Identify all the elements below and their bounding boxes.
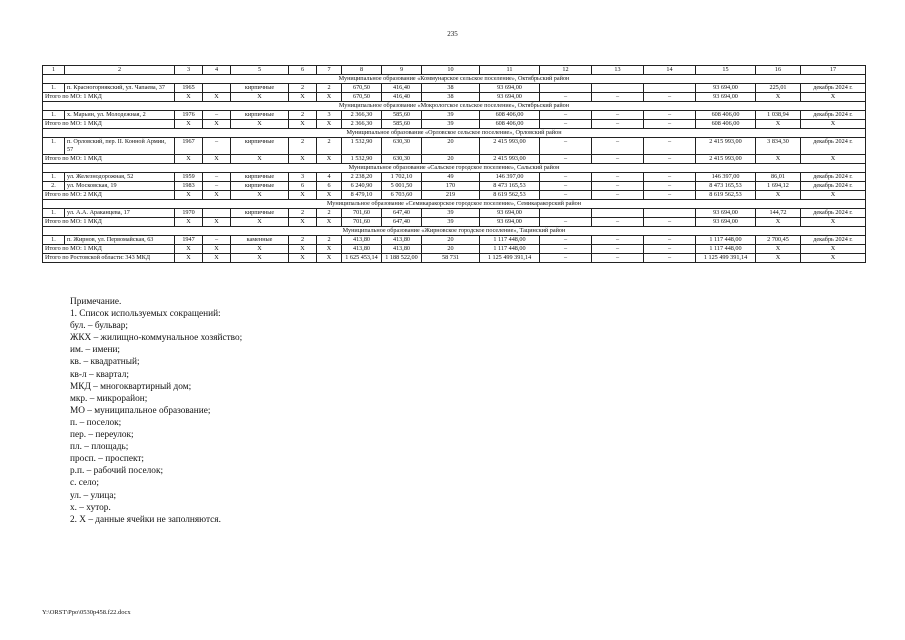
table-cell: 1959 [175, 173, 203, 182]
municipality-group-row [43, 102, 866, 111]
subtotal-label: Итого по МО: 2 МКД [43, 191, 175, 200]
table-cell: 5 001,50 [382, 182, 422, 191]
table-cell: – [592, 191, 644, 200]
table-cell: 39 [422, 209, 480, 218]
table-cell: 585,60 [382, 120, 422, 129]
table-cell: 585,60 [382, 111, 422, 120]
table-header-row [43, 66, 866, 75]
note-line: бул. – бульвар; [70, 321, 128, 332]
table-cell: Х [801, 120, 866, 129]
table-cell: – [203, 182, 231, 191]
municipality-name: Муниципальное образование «Орловское сельское поселение», Орловский район [43, 129, 866, 138]
note-line: МО – муниципальное образование; [70, 405, 211, 416]
table-cell: 2 415 993,00 [696, 138, 756, 155]
address-cell: ул. Московская, 19 [65, 182, 175, 191]
table-cell: Х [175, 93, 203, 102]
table-cell: 1. [43, 236, 65, 245]
table-cell: Х [756, 254, 801, 263]
table-cell: – [540, 254, 592, 263]
table-cell: 1 694,12 [756, 182, 801, 191]
table-cell: Х [231, 155, 289, 164]
table-cell: 2 415 993,00 [480, 138, 540, 155]
table-cell: 701,60 [342, 218, 382, 227]
subtotal-row [43, 155, 866, 164]
table-cell: 1 117 448,00 [480, 245, 540, 254]
table-cell: – [592, 236, 644, 245]
table-cell: Х [203, 120, 231, 129]
table-cell: кирпичные [231, 209, 289, 218]
table-cell [540, 84, 592, 93]
table-cell: 647,40 [382, 209, 422, 218]
table-cell: Х [801, 245, 866, 254]
table-cell: Х [801, 191, 866, 200]
table-cell: 2 [317, 236, 342, 245]
subtotal-row [43, 218, 866, 227]
table-cell: 2 [317, 209, 342, 218]
note-line: МКД – многоквартирный дом; [70, 381, 192, 392]
column-number-header: 17 [801, 66, 866, 75]
table-cell: 3 [317, 111, 342, 120]
table-cell: 225,01 [756, 84, 801, 93]
table-cell: 2 415 993,00 [696, 155, 756, 164]
table-cell: 38 [422, 84, 480, 93]
table-cell: 2 [289, 84, 317, 93]
table-cell: декабрь 2024 г. [801, 236, 866, 245]
table-cell: – [540, 182, 592, 191]
table-cell: 144,72 [756, 209, 801, 218]
table-cell: 416,40 [382, 93, 422, 102]
note-line: 2. Х – данные ячейки не заполняются. [70, 514, 221, 525]
table-cell: – [592, 111, 644, 120]
note-line: 1. Список используемых сокращений: [70, 309, 221, 320]
table-cell: 2 [317, 84, 342, 93]
table-cell: 1983 [175, 182, 203, 191]
notes-section [70, 296, 242, 526]
table-cell: Х [756, 191, 801, 200]
table-cell: 1 117 448,00 [480, 236, 540, 245]
table-cell: 608 406,00 [696, 111, 756, 120]
table-cell: Х [203, 155, 231, 164]
table-cell: 219 [422, 191, 480, 200]
table-cell: – [592, 218, 644, 227]
table-cell: 1. [43, 209, 65, 218]
capital-repair-table [42, 65, 866, 263]
subtotal-row [43, 93, 866, 102]
table-cell: – [540, 120, 592, 129]
table-cell: – [592, 93, 644, 102]
table-cell: Х [317, 191, 342, 200]
note-line: ЖКХ – жилищно-коммунальное хозяйство; [70, 333, 243, 344]
table-cell [540, 209, 592, 218]
table-cell: 49 [422, 173, 480, 182]
table-cell: 1 532,90 [342, 138, 382, 155]
table-cell: 93 694,00 [696, 209, 756, 218]
table-cell: Х [175, 155, 203, 164]
address-cell: п. Жирнов, ул. Первомайская, 63 [65, 236, 175, 245]
table-cell: 2 366,30 [342, 120, 382, 129]
table-cell: 630,30 [382, 155, 422, 164]
column-number-header: 16 [756, 66, 801, 75]
table-cell: кирпичные [231, 182, 289, 191]
table-cell: 170 [422, 182, 480, 191]
table-cell: Х [231, 254, 289, 263]
table-cell: – [644, 93, 696, 102]
table-cell: каменные [231, 236, 289, 245]
table-cell: декабрь 2024 г. [801, 209, 866, 218]
municipality-name: Муниципальное образование «Семикаракорское городское поселение», Семикаракорский район [43, 200, 866, 209]
table-cell [644, 209, 696, 218]
table-cell: кирпичные [231, 111, 289, 120]
municipality-group-row [43, 164, 866, 173]
table-cell: Х [231, 191, 289, 200]
table-cell: Х [317, 93, 342, 102]
table-cell: Х [801, 218, 866, 227]
table-cell: 2 [289, 111, 317, 120]
column-number-header: 3 [175, 66, 203, 75]
table-cell: 1 125 499 391,14 [696, 254, 756, 263]
table-row [43, 209, 866, 218]
table-cell: – [540, 93, 592, 102]
table-cell: декабрь 2024 г. [801, 111, 866, 120]
table-cell: – [592, 254, 644, 263]
table-cell: 2 [289, 209, 317, 218]
table-cell: 413,80 [342, 245, 382, 254]
table-cell: 1 188 522,00 [382, 254, 422, 263]
table-row [43, 84, 866, 93]
table-cell: 3 [289, 173, 317, 182]
footer-file-path: Y:\ORST\Ppo\0530p458.f22.docx [42, 609, 131, 616]
table-cell: 6 703,60 [382, 191, 422, 200]
table-cell: Х [756, 93, 801, 102]
note-line: с. село; [70, 478, 100, 489]
table-cell: 416,40 [382, 84, 422, 93]
column-number-header: 9 [382, 66, 422, 75]
table-cell: 2 [289, 236, 317, 245]
table-cell: – [203, 111, 231, 120]
table-cell: 93 694,00 [696, 93, 756, 102]
municipality-group-row [43, 129, 866, 138]
table-cell: Х [203, 191, 231, 200]
table-cell: кирпичные [231, 138, 289, 155]
subtotal-label: Итого по МО: 1 МКД [43, 120, 175, 129]
subtotal-row [43, 120, 866, 129]
table-cell: 4 [317, 173, 342, 182]
column-number-header: 12 [540, 66, 592, 75]
table-cell [203, 209, 231, 218]
table-cell: Х [756, 155, 801, 164]
table-cell: – [540, 155, 592, 164]
table-cell: Х [801, 254, 866, 263]
table-cell: 2 700,45 [756, 236, 801, 245]
table-row [43, 138, 866, 155]
table-cell: 647,40 [382, 218, 422, 227]
table-cell: 8 619 562,53 [696, 191, 756, 200]
subtotal-row [43, 245, 866, 254]
table-cell: декабрь 2024 г. [801, 84, 866, 93]
table-cell: 20 [422, 245, 480, 254]
table-cell: 1. [43, 84, 65, 93]
table-cell: 413,80 [382, 245, 422, 254]
table-cell: Х [317, 254, 342, 263]
subtotal-row [43, 191, 866, 200]
table-cell: 608 406,00 [480, 111, 540, 120]
municipality-name: Муниципальное образование «Сальское городское поселение», Сальский район [43, 164, 866, 173]
table-cell: – [644, 245, 696, 254]
table-cell: декабрь 2024 г. [801, 138, 866, 155]
municipality-group-row [43, 227, 866, 236]
table-cell: Х [756, 120, 801, 129]
column-number-header: 10 [422, 66, 480, 75]
table-cell: 146 397,00 [696, 173, 756, 182]
table-cell: 39 [422, 120, 480, 129]
column-number-header: 4 [203, 66, 231, 75]
table-cell: 2 238,20 [342, 173, 382, 182]
note-line: Примечание. [70, 297, 122, 307]
table-cell: 1 117 448,00 [696, 245, 756, 254]
table-cell: Х [231, 245, 289, 254]
table-cell [592, 84, 644, 93]
table-cell: Х [203, 245, 231, 254]
table-cell: – [592, 245, 644, 254]
table-cell: 1 702,10 [382, 173, 422, 182]
table-row [43, 182, 866, 191]
table-cell: 93 694,00 [696, 84, 756, 93]
table-cell: 701,60 [342, 209, 382, 218]
table-cell [592, 209, 644, 218]
table-cell: кирпичные [231, 173, 289, 182]
table-cell: 1. [43, 138, 65, 155]
table-body [43, 66, 866, 263]
address-cell: ул. Железнодорожная, 52 [65, 173, 175, 182]
table-cell: Х [289, 155, 317, 164]
column-number-header: 2 [65, 66, 175, 75]
municipality-name: Муниципальное образование «Жирновское городское поселение», Тацинский район [43, 227, 866, 236]
table-cell: 6 240,90 [342, 182, 382, 191]
table-cell: – [203, 236, 231, 245]
table-cell: 93 694,00 [696, 218, 756, 227]
table-cell: – [644, 191, 696, 200]
note-line: ул. – улица; [70, 490, 117, 501]
table-cell: – [592, 173, 644, 182]
table-cell: Х [175, 245, 203, 254]
table-cell: – [540, 173, 592, 182]
table-cell: кирпичные [231, 84, 289, 93]
table-cell [203, 84, 231, 93]
table-cell: 38 [422, 93, 480, 102]
table-cell: 93 694,00 [480, 93, 540, 102]
table-cell: 608 406,00 [480, 120, 540, 129]
table-cell: Х [231, 120, 289, 129]
table-cell: 1 625 453,14 [342, 254, 382, 263]
table-cell: Х [317, 245, 342, 254]
table-cell: – [592, 182, 644, 191]
table-cell: – [203, 138, 231, 155]
table-cell: 670,50 [342, 84, 382, 93]
municipality-group-row [43, 200, 866, 209]
table-cell: 1965 [175, 84, 203, 93]
municipality-name: Муниципальное образование «Коммунарское сельское поселение», Октябрьский район [43, 75, 866, 84]
table-cell: Х [175, 120, 203, 129]
table-row [43, 236, 866, 245]
subtotal-label: Итого по МО: 1 МКД [43, 245, 175, 254]
table-cell: 2 366,30 [342, 111, 382, 120]
table-cell: 39 [422, 111, 480, 120]
note-line: им. – имени; [70, 345, 120, 356]
column-number-header: 6 [289, 66, 317, 75]
table-cell: Х [203, 218, 231, 227]
column-number-header: 1 [43, 66, 65, 75]
table-cell: Х [231, 218, 289, 227]
table-cell: 413,80 [382, 236, 422, 245]
table-cell: 93 694,00 [480, 218, 540, 227]
note-line: р.п. – рабочий поселок; [70, 466, 164, 477]
table-cell: – [540, 236, 592, 245]
table-cell: 3 834,30 [756, 138, 801, 155]
table-cell: Х [289, 120, 317, 129]
table-cell: Х [317, 218, 342, 227]
subtotal-label: Итого по МО: 1 МКД [43, 155, 175, 164]
table-cell: Х [175, 254, 203, 263]
table-cell: – [644, 236, 696, 245]
table-cell: 413,80 [342, 236, 382, 245]
table-cell: – [644, 218, 696, 227]
table-cell: – [540, 191, 592, 200]
table-cell: Х [203, 254, 231, 263]
subtotal-label: Итого по Ростовской области: 343 МКД [43, 254, 175, 263]
table-cell: Х [175, 191, 203, 200]
table-cell: Х [203, 93, 231, 102]
table-cell: – [644, 254, 696, 263]
page-number: 235 [447, 30, 458, 38]
municipality-name: Муниципальное образование «Мокрологское сельское поселение», Октябрьский район [43, 102, 866, 111]
table-cell: – [644, 138, 696, 155]
table-cell: 1967 [175, 138, 203, 155]
column-number-header: 5 [231, 66, 289, 75]
table-cell: 93 694,00 [480, 209, 540, 218]
table-cell: 93 694,00 [480, 84, 540, 93]
table-cell: 2. [43, 182, 65, 191]
table-cell: 2 [289, 138, 317, 155]
column-number-header: 13 [592, 66, 644, 75]
table-cell: декабрь 2024 г. [801, 173, 866, 182]
municipality-group-row [43, 75, 866, 84]
table-cell: 608 406,00 [696, 120, 756, 129]
column-number-header: 15 [696, 66, 756, 75]
table-cell: 20 [422, 138, 480, 155]
subtotal-label: Итого по МО: 1 МКД [43, 218, 175, 227]
table-cell: 1976 [175, 111, 203, 120]
table-cell: Х [175, 218, 203, 227]
table-cell: – [592, 155, 644, 164]
table-cell: 8 619 562,53 [480, 191, 540, 200]
table-cell: – [203, 173, 231, 182]
subtotal-row [43, 254, 866, 263]
table-cell: 1 038,94 [756, 111, 801, 120]
table-cell: – [592, 120, 644, 129]
table-cell: 8 479,10 [342, 191, 382, 200]
table-cell: – [644, 182, 696, 191]
table-cell: 39 [422, 218, 480, 227]
table-cell: Х [231, 93, 289, 102]
table-cell: Х [289, 218, 317, 227]
table-cell: 6 [317, 182, 342, 191]
table-cell: – [644, 173, 696, 182]
table-cell: – [540, 111, 592, 120]
table-cell: – [592, 138, 644, 155]
table-cell: 1. [43, 173, 65, 182]
table-cell: Х [289, 254, 317, 263]
note-line: пер. – переулок; [70, 430, 134, 441]
table-cell: Х [289, 245, 317, 254]
table-cell: Х [289, 93, 317, 102]
table-cell: 1 125 499 391,14 [480, 254, 540, 263]
table-cell: 8 473 165,53 [696, 182, 756, 191]
address-cell: п. Красногорнякский, ул. Чапаева, 37 [65, 84, 175, 93]
table-cell: – [540, 218, 592, 227]
table-cell: 2 [317, 138, 342, 155]
table-cell: Х [801, 93, 866, 102]
table-cell: Х [756, 218, 801, 227]
column-number-header: 11 [480, 66, 540, 75]
table-cell: 2 415 993,00 [480, 155, 540, 164]
table-cell: – [644, 155, 696, 164]
table-cell [644, 84, 696, 93]
table-cell: 20 [422, 236, 480, 245]
note-line: кв. – квадратный; [70, 357, 140, 368]
table-cell: Х [289, 191, 317, 200]
table-cell: 8 473 165,53 [480, 182, 540, 191]
note-line: мкр. – микрорайон; [70, 393, 148, 404]
column-number-header: 7 [317, 66, 342, 75]
column-number-header: 8 [342, 66, 382, 75]
note-line: кв-л – квартал; [70, 369, 129, 380]
table-cell: Х [317, 120, 342, 129]
table-cell: Х [756, 245, 801, 254]
table-cell: 146 397,00 [480, 173, 540, 182]
table-cell: 1 117 448,00 [696, 236, 756, 245]
table-cell: 670,50 [342, 93, 382, 102]
table-cell: – [540, 138, 592, 155]
note-line: х. – хутор. [70, 502, 111, 513]
column-number-header: 14 [644, 66, 696, 75]
table-cell: декабрь 2024 г. [801, 182, 866, 191]
table-cell: – [644, 120, 696, 129]
note-line: п. – поселок; [70, 417, 122, 428]
table-cell: 6 [289, 182, 317, 191]
table-cell: – [540, 245, 592, 254]
table-row [43, 111, 866, 120]
subtotal-label: Итого по МО: 1 МКД [43, 93, 175, 102]
note-line: просп. – проспект; [70, 454, 144, 465]
table-cell: 1970 [175, 209, 203, 218]
table-cell: 20 [422, 155, 480, 164]
table-cell: Х [317, 155, 342, 164]
table-cell: 1947 [175, 236, 203, 245]
table-cell: – [644, 111, 696, 120]
address-cell: ул. А.А. Араканцева, 17 [65, 209, 175, 218]
table-cell: 1 532,90 [342, 155, 382, 164]
note-line: пл. – площадь; [70, 442, 129, 453]
table-cell: Х [801, 155, 866, 164]
table-row [43, 173, 866, 182]
address-cell: п. Орловский, пер. II. Конной Армии, 57 [65, 138, 175, 155]
address-cell: х. Марьин, ул. Молодежная, 2 [65, 111, 175, 120]
table-cell: 86,01 [756, 173, 801, 182]
table-cell: 58 731 [422, 254, 480, 263]
table-cell: 1. [43, 111, 65, 120]
table-cell: 630,30 [382, 138, 422, 155]
